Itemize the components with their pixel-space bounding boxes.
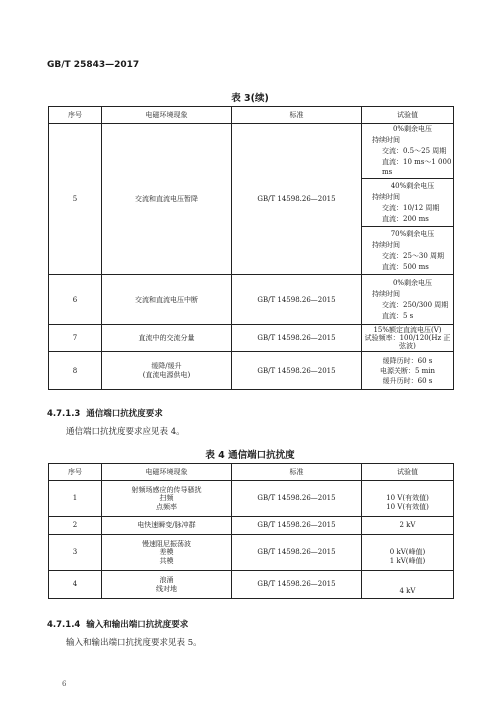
dc-duration: 直流：200 ms — [382, 214, 429, 223]
section-paragraph: 通信端口抗扰度要求应见表 4。 — [66, 427, 185, 437]
phenomenon-line: 慢速阻尼振荡波 — [142, 539, 191, 548]
row-no: 3 — [49, 535, 102, 571]
row-phenomenon — [102, 571, 232, 599]
phenomenon-line: 共模 — [159, 556, 174, 565]
col-header-no: 序号 — [49, 464, 102, 481]
phenomenon-line: 扫频 — [159, 494, 174, 503]
residual-voltage: 0%剩余电压 — [392, 279, 433, 288]
test-value-cell — [362, 481, 454, 517]
ac-duration: 交流：10/12 周期 — [382, 203, 440, 212]
test-value-cell — [362, 124, 454, 179]
test-value-line: 15%额定直流电压(V) — [373, 325, 442, 334]
test-value-line: 缓降历时：60 s — [382, 356, 433, 365]
test-value-cell: 4 kV — [362, 571, 454, 599]
row-standard: GB/T 14598.26—2015 — [232, 325, 362, 352]
residual-voltage: 40%剩余电压 — [390, 182, 435, 191]
table4 — [48, 463, 454, 599]
table-row — [49, 352, 454, 390]
page-number: 6 — [62, 680, 67, 688]
row-phenomenon — [102, 352, 232, 390]
test-value-line: 缓升历时：60 s — [382, 376, 433, 385]
row-no: 6 — [49, 275, 102, 325]
duration-label: 持续时间 — [372, 135, 400, 144]
col-header-test-value: 试验值 — [362, 464, 454, 481]
table4-header-row — [49, 464, 454, 481]
row-standard: GB/T 14598.26—2015 — [232, 275, 362, 325]
dc-duration: 直流：500 ms — [382, 262, 429, 271]
test-value-line: 0 kV(峰值) — [389, 548, 426, 557]
test-value-cell: 2 kV — [362, 517, 454, 535]
phenomenon-line: 点频率 — [156, 502, 177, 511]
col-header-no: 序号 — [49, 107, 102, 124]
row-phenomenon: 直流中的交流分量 — [102, 325, 232, 352]
phenomenon-line: (直流电源供电) — [142, 370, 191, 379]
dc-duration: 直流：10 ms～1 000 ms — [382, 157, 452, 177]
phenomenon-line: 浪涌 — [159, 576, 174, 585]
phenomenon-line: 差模 — [159, 548, 174, 557]
residual-voltage: 70%剩余电压 — [390, 230, 435, 239]
row-phenomenon: 电快速瞬变/脉冲群 — [102, 517, 232, 535]
row-standard: GB/T 14598.26—2015 — [232, 481, 362, 517]
phenomenon-line: 射频场感应的传导骚扰 — [131, 485, 202, 494]
table3 — [48, 106, 454, 390]
col-header-test-value: 试验值 — [362, 107, 454, 124]
test-value-line: 10 V(有效值) — [386, 494, 429, 503]
table3-header-row — [49, 107, 454, 124]
test-value-cell — [362, 179, 454, 227]
section-title: 通信端口抗扰度要求 — [86, 409, 163, 419]
test-value-line: 1 kV(峰值) — [389, 556, 426, 565]
section-heading-4-7-1-4 — [47, 618, 188, 630]
phenomenon-line: 线对地 — [156, 584, 177, 593]
residual-voltage: 0%剩余电压 — [392, 125, 433, 133]
row-phenomenon: 交流和直流电压暂降 — [102, 124, 232, 275]
duration-label: 持续时间 — [372, 240, 400, 249]
section-number: 4.7.1.4 — [47, 620, 81, 630]
duration-label: 持续时间 — [372, 192, 400, 201]
row-standard: GB/T 14598.26—2015 — [232, 124, 362, 275]
col-header-phenomenon: 电磁环境现象 — [102, 464, 232, 481]
table-row — [49, 517, 454, 535]
test-value-cell — [362, 227, 454, 275]
row-no: 2 — [49, 517, 102, 535]
col-header-standard: 标准 — [232, 107, 362, 124]
row-no: 4 — [49, 571, 102, 599]
test-value-cell — [362, 325, 454, 352]
test-value-line: 电源关断：5 min — [379, 366, 436, 375]
row-no: 1 — [49, 481, 102, 517]
row-phenomenon — [102, 535, 232, 571]
row-no: 7 — [49, 325, 102, 352]
table3-caption: 表 3(续) — [231, 93, 269, 104]
row-phenomenon: 交流和直流电压中断 — [102, 275, 232, 325]
ac-duration: 交流：25～30 周期 — [382, 251, 445, 260]
section-number: 4.7.1.3 — [47, 409, 81, 419]
row-phenomenon — [102, 481, 232, 517]
phenomenon-line: 缓降/缓升 — [151, 362, 182, 371]
section-title: 输入和输出端口抗扰度要求 — [86, 620, 189, 630]
section-heading-4-7-1-3 — [47, 407, 163, 419]
ac-duration: 交流：250/300 周期 — [382, 300, 449, 309]
test-value-line: 10 V(有效值) — [386, 502, 429, 511]
row-standard: GB/T 14598.26—2015 — [232, 517, 362, 535]
ac-duration: 交流：0.5～25 周期 — [382, 146, 447, 155]
row-standard: GB/T 14598.26—2015 — [232, 352, 362, 390]
document-header: GB/T 25843—2017 — [47, 60, 140, 70]
row-no: 8 — [49, 352, 102, 390]
table-row — [49, 275, 454, 325]
row-standard: GB/T 14598.26—2015 — [232, 571, 362, 599]
table4-caption: 表 4 通信端口抗扰度 — [205, 450, 295, 461]
test-value-cell — [362, 275, 454, 325]
table-row — [49, 124, 454, 179]
test-value-cell — [362, 352, 454, 390]
col-header-standard: 标准 — [232, 464, 362, 481]
dc-duration: 直流：5 s — [382, 311, 414, 320]
section-paragraph: 输入和输出端口抗扰度要求见表 5。 — [66, 638, 202, 648]
col-header-phenomenon: 电磁环境现象 — [102, 107, 232, 124]
table-row — [49, 481, 454, 517]
row-standard: GB/T 14598.26—2015 — [232, 535, 362, 571]
test-value-cell — [362, 535, 454, 571]
table-row — [49, 325, 454, 352]
row-no: 5 — [49, 124, 102, 275]
test-value-line: 试验频率：100/120(Hz 正弦波) — [364, 334, 451, 351]
table-row — [49, 571, 454, 599]
table-row — [49, 535, 454, 571]
duration-label: 持续时间 — [372, 289, 400, 298]
